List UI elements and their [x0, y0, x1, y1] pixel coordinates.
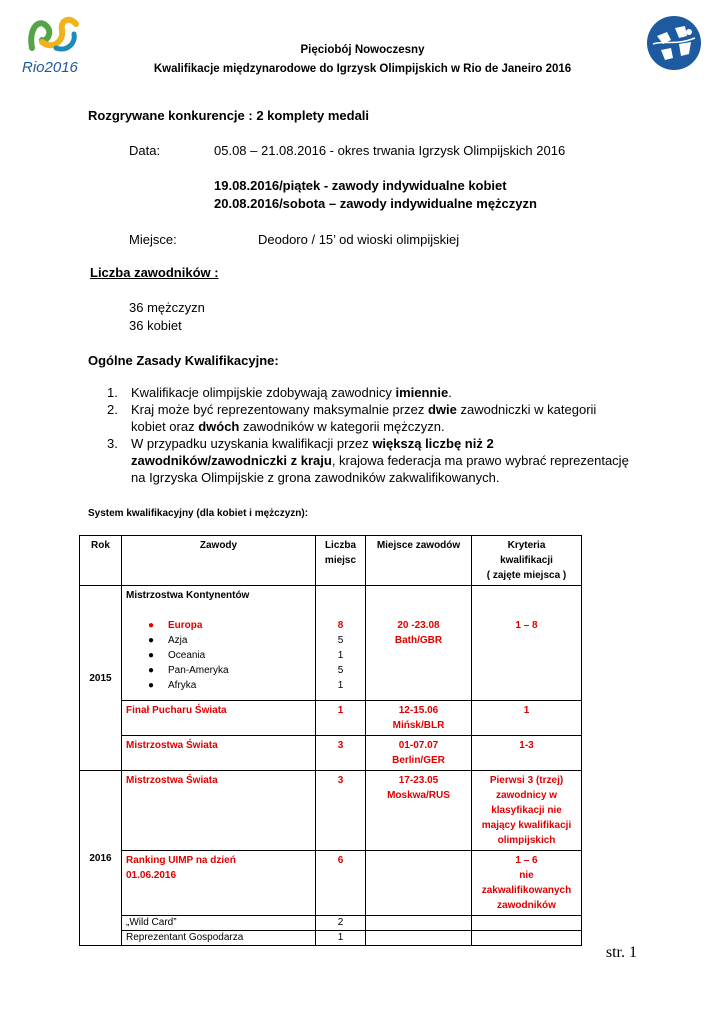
wc2015-venue: 01-07.07 Berlin/GER	[366, 736, 472, 771]
year-2016: 2016	[80, 771, 122, 946]
ranking-venue	[366, 851, 472, 916]
host-event: Reprezentant Gospodarza	[122, 931, 316, 946]
date-label: Data:	[129, 143, 161, 158]
wildcard-criteria	[472, 916, 582, 931]
continental-venue: 20 -23.08 Bath/GBR	[366, 586, 472, 701]
date-men: 20.08.2016/sobota – zawody indywidualne mężczyzn	[214, 196, 537, 211]
wc2015-event: Mistrzostwa Świata	[122, 736, 316, 771]
table-row	[80, 586, 582, 701]
worldcup-criteria: 1	[472, 701, 582, 736]
wc2015-criteria: 1-3	[472, 736, 582, 771]
list-item: ● Pan-Ameryka	[148, 665, 229, 676]
list-item: ● Afryka	[148, 680, 197, 691]
table-header-row	[80, 536, 582, 586]
header-subtitle: Kwalifikacje międzynarodowe do Igrzysk Olimpijskich w Rio de Janeiro 2016	[153, 63, 572, 75]
svg-text:Rio2016: Rio2016	[22, 59, 78, 76]
competitions-line: Rozgrywane konkurencje : 2 komplety medali	[88, 108, 370, 123]
athletes-title: Liczba zawodników :	[90, 265, 219, 280]
rule-item: 3. W przypadku uzyskania kwalifikacji przez większą liczbę niż 2 zawodników/zawodniczki z kraju, krajowa federacja ma prawo wybrać reprezentację na Igrzyska Olimpijskie z grona zawodników zakwalifikowanych.	[107, 436, 629, 485]
continental-cell: Mistrzostwa Kontynentów ● Europa ● Azja ● Oceania ● Pan-Ameryka ● Afryka	[122, 586, 316, 701]
header-year: Rok	[80, 536, 122, 586]
place-label: Miejsce:	[129, 232, 177, 247]
header-criteria: Kryteria kwalifikacji ( zajęte miejsca )	[472, 536, 582, 586]
wc2016-places: 3	[316, 771, 366, 851]
table-row	[80, 701, 582, 736]
header-venue: Miejsce zawodów	[366, 536, 472, 586]
table-row	[80, 916, 582, 931]
header-places: Liczba miejsc	[316, 536, 366, 586]
worldcup-venue: 12-15.06 Mińsk/BLR	[366, 701, 472, 736]
host-places: 1	[316, 931, 366, 946]
wc2016-criteria: Pierwsi 3 (trzej) zawodnicy w klasyfikacji nie mający kwalifikacji olimpijskich	[472, 771, 582, 851]
continental-criteria: 1 – 8	[472, 586, 582, 701]
ranking-event: Ranking UIMP na dzień 01.06.2016	[122, 851, 316, 916]
ranking-places: 6	[316, 851, 366, 916]
list-item: ● Azja	[148, 635, 188, 646]
place-value: Deodoro / 15’ od wioski olimpijskiej	[258, 232, 460, 247]
rule-item: 1. Kwalifikacje olimpijskie zdobywają zawodnicy imiennie.	[107, 385, 452, 400]
host-venue	[366, 931, 472, 946]
rules-list	[107, 384, 667, 486]
worldcup-event: Finał Pucharu Świata	[122, 701, 316, 736]
wc2016-event: Mistrzostwa Świata	[122, 771, 316, 851]
list-item: ● Oceania	[148, 650, 206, 661]
year-2015: 2015	[80, 586, 122, 771]
list-item: ● Europa	[148, 620, 203, 631]
page-number: str. 1	[605, 944, 637, 961]
qualification-table	[79, 535, 582, 946]
date-women: 19.08.2016/piątek - zawody indywidualne kobiet	[214, 178, 507, 193]
table-row	[80, 931, 582, 946]
table-row	[80, 851, 582, 916]
table-row	[80, 736, 582, 771]
header-title: Pięciobój Nowoczesny	[300, 44, 425, 56]
table-row	[80, 771, 582, 851]
date-value: 05.08 – 21.08.2016 - okres trwania Igrzysk Olimpijskich 2016	[214, 143, 566, 158]
rules-title: Ogólne Zasady Kwalifikacyjne:	[88, 353, 279, 368]
ranking-criteria: 1 – 6 nie zakwalifikowanych zawodników	[472, 851, 582, 916]
wildcard-event: „Wild Card”	[122, 916, 316, 931]
athletes-men: 36 mężczyzn	[129, 300, 205, 315]
wildcard-venue	[366, 916, 472, 931]
header-event: Zawody	[122, 536, 316, 586]
worldcup-places: 1	[316, 701, 366, 736]
wildcard-places: 2	[316, 916, 366, 931]
continental-places: 8 5 1 5 1	[316, 586, 366, 701]
rule-item: 2. Kraj może być reprezentowany maksymalnie przez dwie zawodniczki w kategorii kobiet oraz dwóch zawodników w kategorii mężczyzn.	[107, 402, 597, 434]
host-criteria	[472, 931, 582, 946]
athletes-women: 36 kobiet	[129, 318, 182, 333]
wc2015-places: 3	[316, 736, 366, 771]
wc2016-venue: 17-23.05 Moskwa/RUS	[366, 771, 472, 851]
system-title: System kwalifikacyjny (dla kobiet i mężczyzn):	[88, 508, 309, 519]
